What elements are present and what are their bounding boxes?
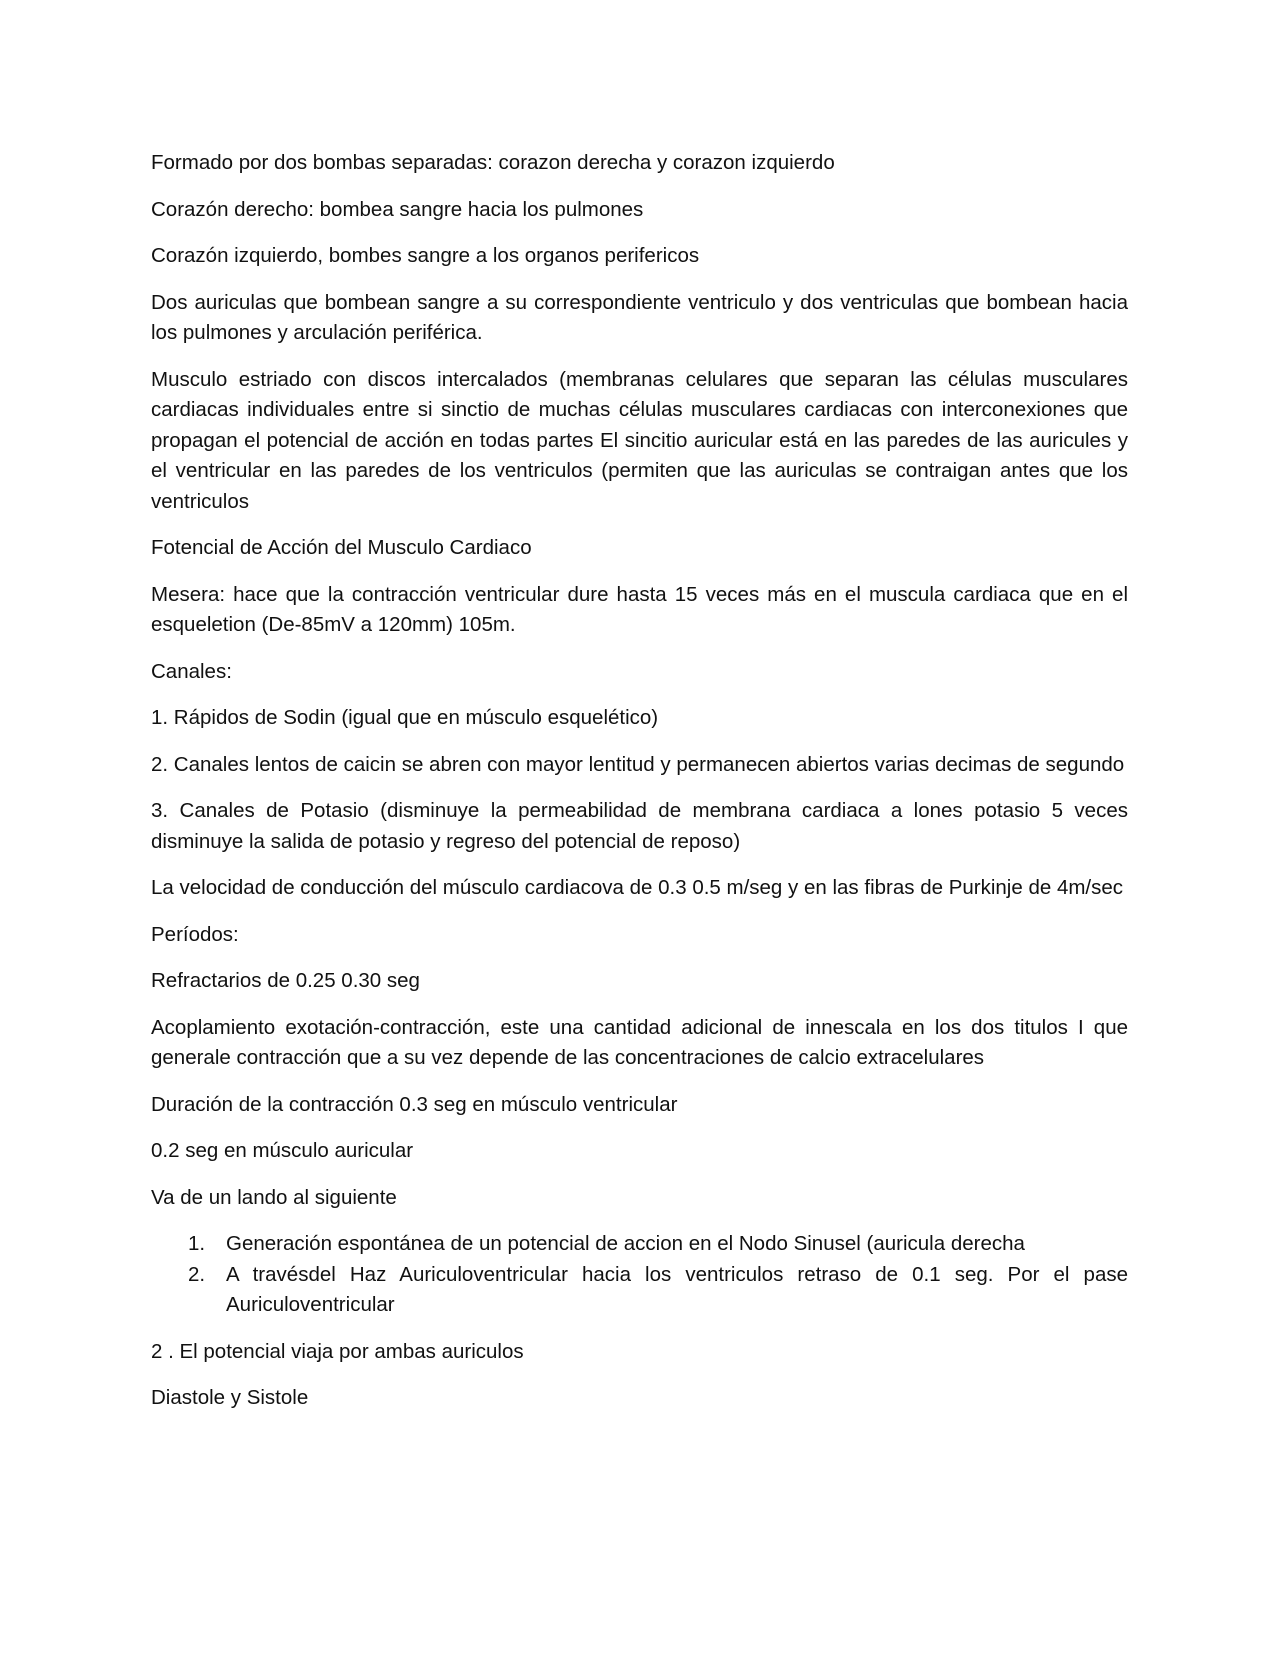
paragraph: 0.2 seg en músculo auricular (151, 1139, 414, 1162)
list-item (151, 1260, 1128, 1321)
paragraph: Refractarios de 0.25 0.30 seg (151, 969, 420, 992)
list-item-number: 2. (188, 1262, 206, 1286)
paragraph: Corazón derecho: bombea sangre hacia los pulmones (151, 197, 644, 221)
paragraph: 2. Canales lentos de caicin se abren con mayor lentitud y permanecen abiertos varias decimas de segundo (151, 752, 1125, 776)
paragraph: 2 . El potencial viaja por ambas auriculos (151, 1339, 524, 1363)
paragraph: Formado por dos bombas separadas: corazon derecha y corazon izquierdo (151, 151, 835, 174)
paragraph: Mesera: hace que la contracción ventricular dure hasta 15 veces más en el muscula cardiaca que en el esqueletion (De-85mV a 120mm) 105m. (151, 582, 1128, 636)
list-item (151, 1229, 1128, 1260)
paragraph: Canales: (151, 659, 232, 683)
paragraph: Acoplamiento exotación-contracción, este una cantidad adicional de innescala en los dos titulos I que generale contracción que a su vez depende de las concentraciones de calcio extracelulares (151, 1015, 1128, 1069)
section-heading: Fotencial de Acción del Musculo Cardiaco (151, 536, 532, 559)
list-item-text: Generación espontánea de un potencial de accion en el Nodo Sinusel (auricula derecha (226, 1232, 1025, 1255)
paragraph: Dos auriculas que bombean sangre a su correspondiente ventriculo y dos ventriculas que bombean hacia los pulmones y arculación periférica. (151, 290, 1128, 344)
numbered-list (151, 1229, 1128, 1321)
paragraph: Períodos: (151, 922, 239, 946)
paragraph: Diastole y Sistole (151, 1386, 309, 1409)
paragraph: Duración de la contracción 0.3 seg en músculo ventricular (151, 1092, 678, 1116)
paragraph: La velocidad de conducción del músculo cardiacova de 0.3 0.5 m/seg y en las fibras de Purkinje de 4m/sec (151, 876, 1124, 899)
paragraph: Va de un lando al siguiente (151, 1185, 397, 1209)
list-item-text: A travésdel Haz Auriculoventricular hacia los ventriculos retraso de 0.1 seg. Por el pase Auriculoventricular (226, 1262, 1128, 1316)
paragraph: 1. Rápidos de Sodin (igual que en músculo esquelético) (151, 706, 659, 729)
document-body (151, 148, 1128, 1430)
paragraph: Corazón izquierdo, bombes sangre a los organos perifericos (151, 244, 700, 267)
paragraph: Musculo estriado con discos intercalados (membranas celulares que separan las células musculares cardiacas individuales entre si sinctio de muchas células musculares cardiacas con interconexiones que propagan el potencial de acción en todas partes El sincitio auricular está en las paredes de las auricules y el ventricular en las paredes de los ventriculos (permiten que las auriculas se contraigan antes que los ventriculos (151, 367, 1128, 513)
list-item-number: 1. (188, 1232, 206, 1255)
paragraph: 3. Canales de Potasio (disminuye la permeabilidad de membrana cardiaca a lones potasio 5 veces disminuye la salida de potasio y regreso del potencial de reposo) (151, 799, 1128, 853)
